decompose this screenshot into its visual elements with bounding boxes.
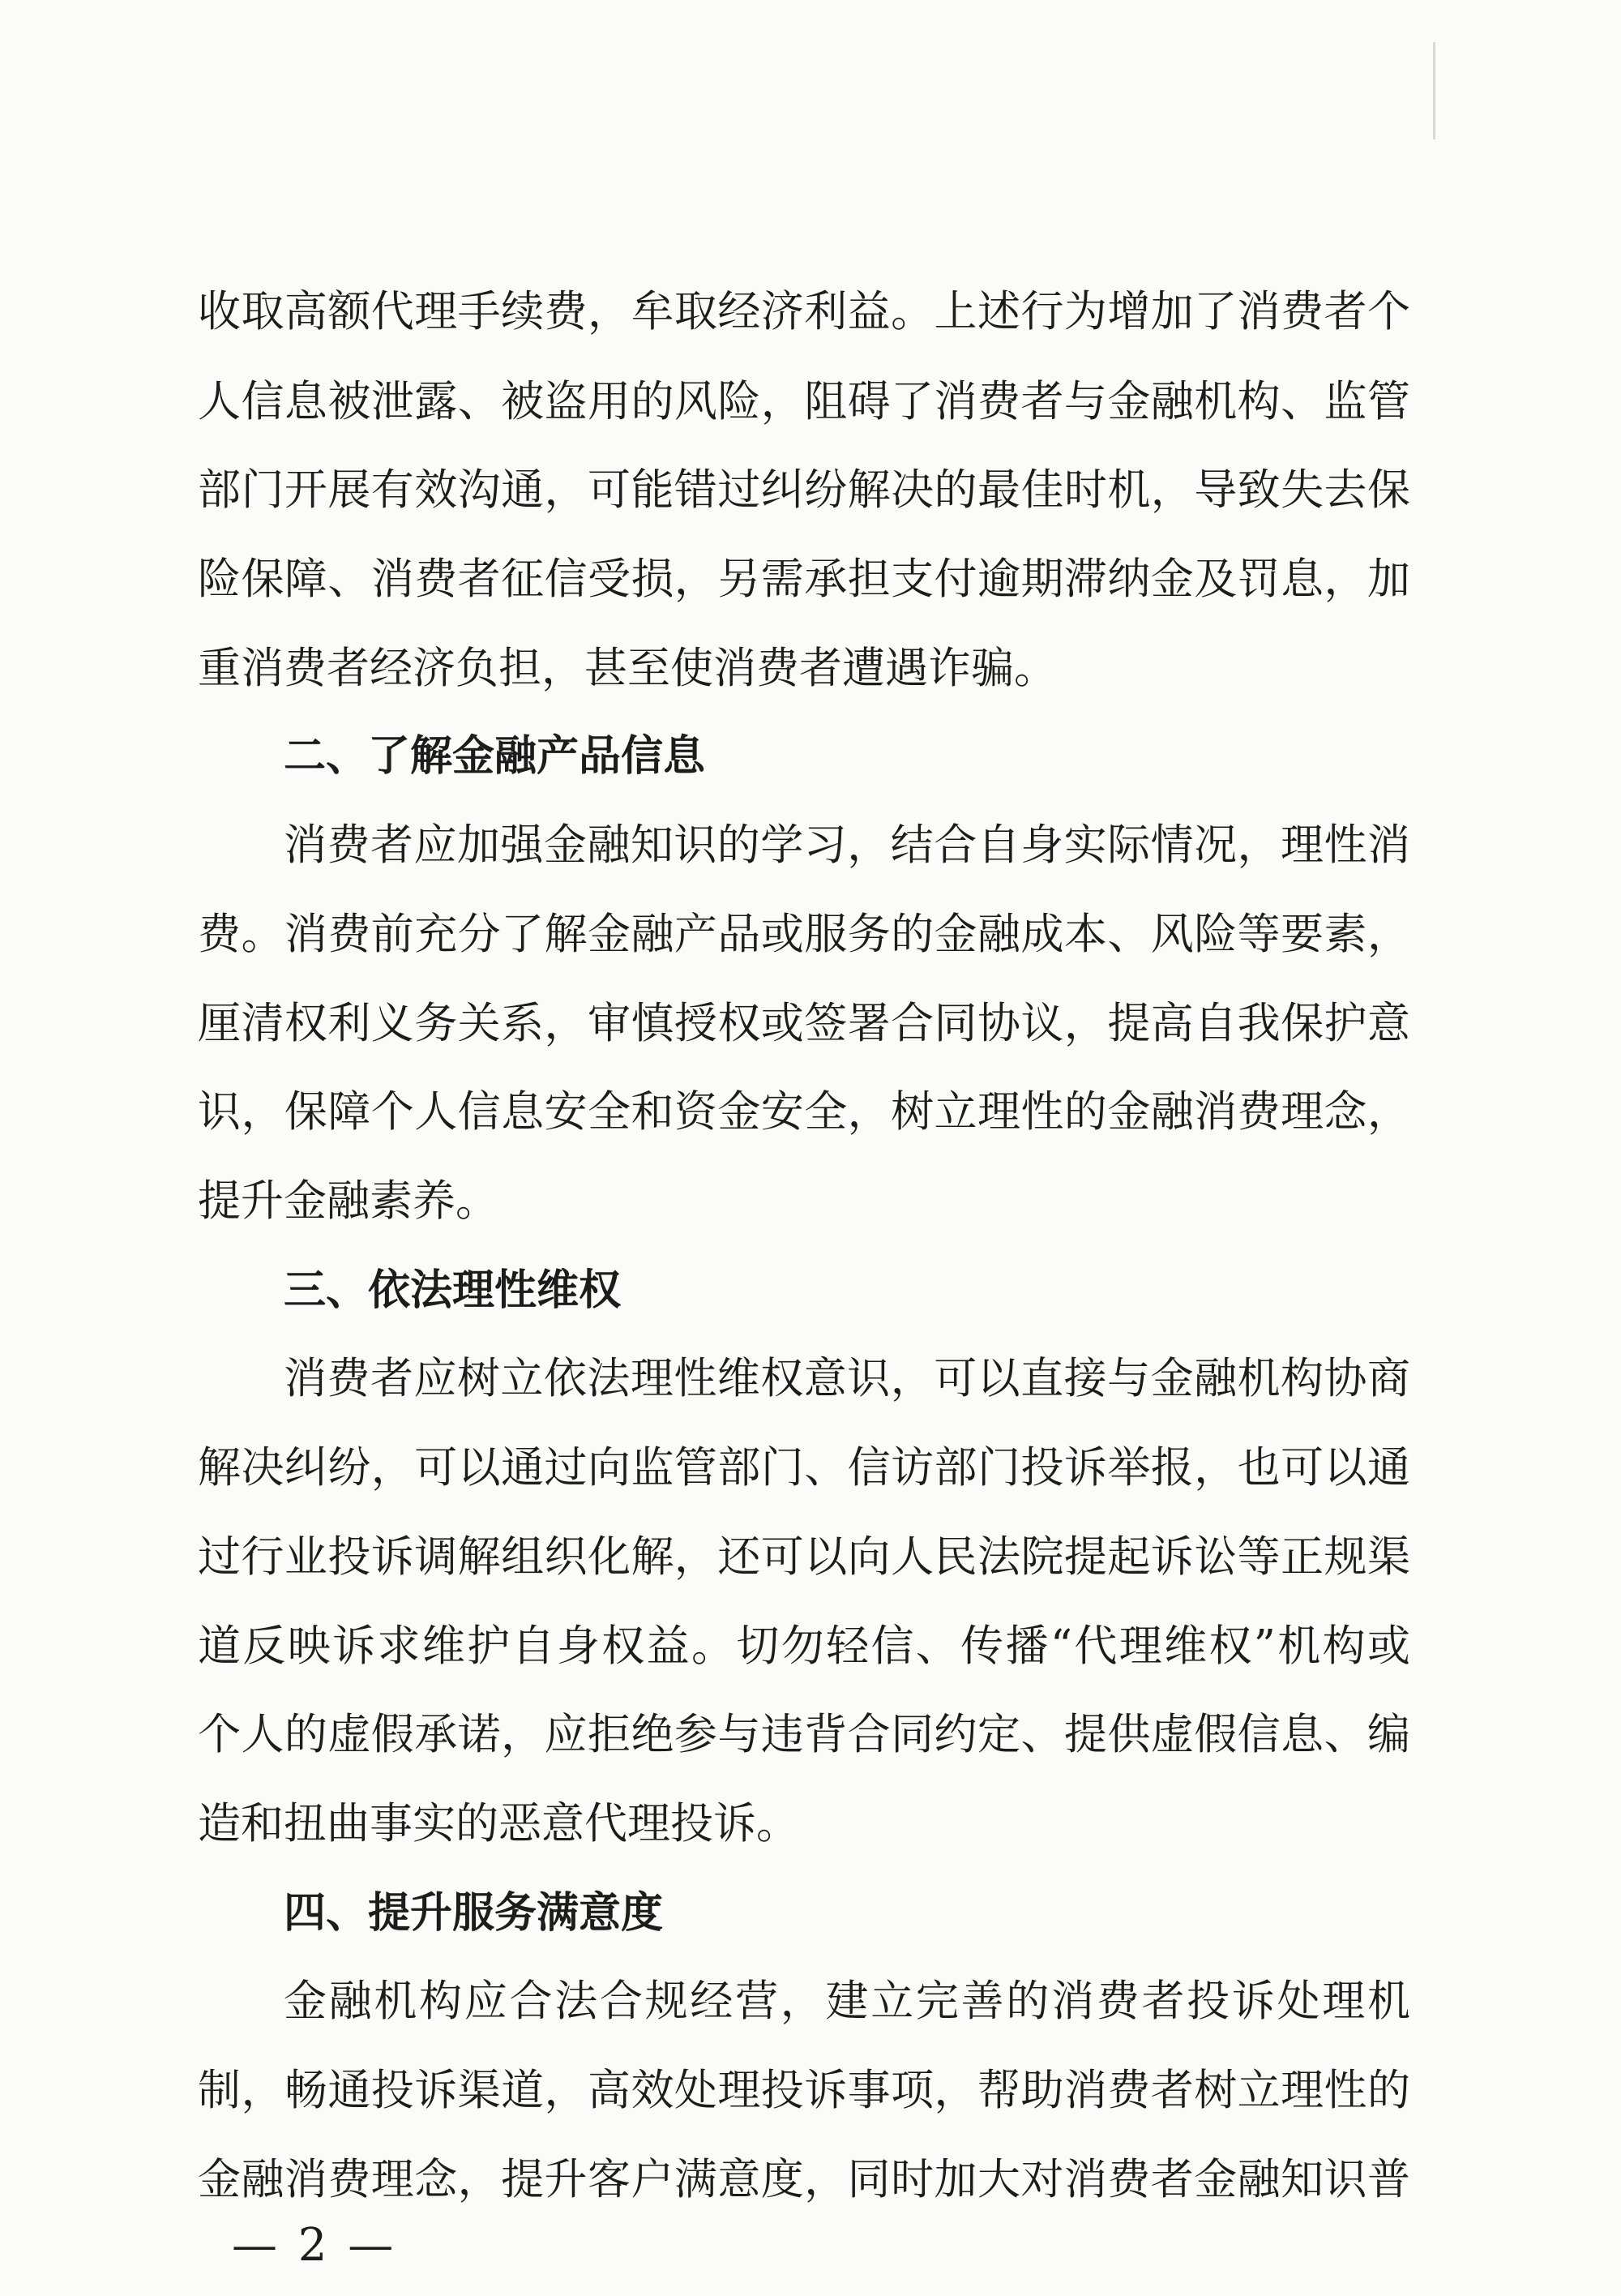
- text-line: 消费者应加强金融知识的学习，结合自身实际情况，理性消: [284, 820, 1410, 870]
- text-line: 重消费者经济负担，甚至使消费者遭遇诈骗。: [198, 644, 1057, 693]
- text-line: 提升金融素养。: [198, 1176, 498, 1226]
- text-line: 险保障、消费者征信受损，另需承担支付逾期滞纳金及罚息，加: [198, 555, 1410, 604]
- text-line: 厘清权利义务关系，审慎授权或签署合同协议，提高自我保护意: [198, 999, 1410, 1048]
- text-line: 识，保障个人信息安全和资金安全，树立理性的金融消费理念，: [198, 1087, 1410, 1137]
- section-heading: 三、依法理性维权: [284, 1266, 622, 1315]
- section-heading: 四、提升服务满意度: [284, 1889, 664, 1938]
- page-number: — 2 —: [232, 2219, 397, 2272]
- text-line: 制，畅通投诉渠道，高效处理投诉事项，帮助消费者树立理性的: [198, 2066, 1410, 2115]
- text-line: 造和扭曲事实的恶意代理投诉。: [198, 1799, 799, 1848]
- text-line: 过行业投诉调解组织化解，还可以向人民法院提起诉讼等正规渠: [198, 1532, 1410, 1582]
- text-line: 金融机构应合法合规经营，建立完善的消费者投诉处理机: [284, 1977, 1410, 2026]
- text-line: 道反映诉求维护自身权益。切勿轻信、传播“代理维权”机构或: [198, 1621, 1410, 1671]
- text-line: 收取高额代理手续费，牟取经济利益。上述行为增加了消费者个: [198, 287, 1410, 336]
- text-line: 人信息被泄露、被盗用的风险，阻碍了消费者与金融机构、监管: [198, 377, 1410, 426]
- text-line: 费。消费前充分了解金融产品或服务的金融成本、风险等要素，: [198, 910, 1410, 959]
- text-line: 消费者应树立依法理性维权意识，可以直接与金融机构协商: [284, 1354, 1410, 1403]
- text-line: 个人的虚假承诺，应拒绝参与违背合同约定、提供虚假信息、编: [198, 1710, 1410, 1759]
- text-line: 金融消费理念，提升客户满意度，同时加大对消费者金融知识普: [198, 2155, 1410, 2204]
- text-line: 解决纠纷，可以通过向监管部门、信访部门投诉举报，也可以通: [198, 1443, 1410, 1493]
- text-line: 部门开展有效沟通，可能错过纠纷解决的最佳时机，导致失去保: [198, 465, 1410, 515]
- section-heading: 二、了解金融产品信息: [284, 732, 706, 781]
- scan-edge-mark: [1433, 42, 1435, 139]
